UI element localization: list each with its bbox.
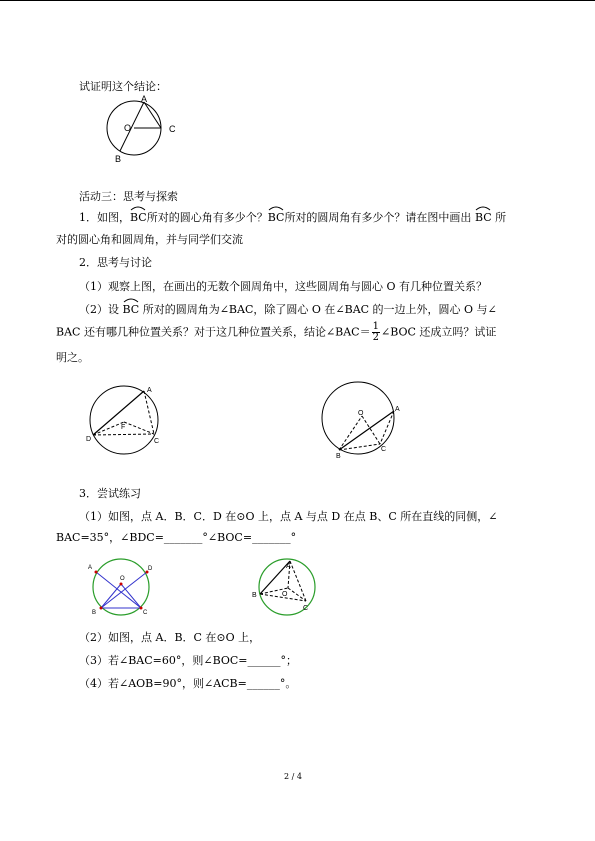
q2-2-line3: 明之。: [56, 351, 89, 364]
figure-5-circle: [250, 556, 318, 618]
page-number: 2 / 4: [284, 772, 302, 781]
q3-3: （3）若∠BAC=60°，则∠BOC=______°；: [79, 654, 298, 667]
fraction-half: $\frac{1}{2}$: [372, 321, 379, 343]
fig1-label-a: A: [141, 94, 148, 104]
fig2-label-c: C: [154, 438, 160, 445]
fig1-label-b: B: [115, 154, 122, 164]
figure-3-circle: [318, 378, 408, 460]
q2-1: （1）观察上图，在画出的无数个圆周角中，这些圆周角与圆心 O 有几种位置关系？: [79, 280, 488, 293]
fig4-label-d: D: [148, 566, 153, 572]
top-rule: [0, 0, 595, 1]
fig2-label-a: A: [147, 387, 152, 394]
figure-4-circle: [84, 556, 160, 616]
fig5-label-c: C: [303, 605, 309, 612]
arc-bc: BC: [268, 211, 285, 225]
fig5-label-a: A: [286, 563, 291, 570]
q2-title: 2．思考与讨论: [79, 256, 152, 269]
fig3-label-b: B: [336, 453, 341, 460]
figure-2-circle: [84, 382, 174, 457]
fig5-label-o: O: [282, 591, 288, 598]
q3-4: （4）若∠AOB=90°，则∠ACB=______°。: [79, 677, 297, 690]
q3-1-line2: BAC=35°，∠BDC=_______°∠BOC=_______°: [56, 531, 297, 544]
fig3-label-o: O: [358, 410, 364, 417]
q1-line1: 1．如图， BC所对的圆心角有多少个？ BC所对的圆周角有多少个？请在图中画出 BC 所: [79, 211, 506, 225]
fig2-label-d: D: [86, 436, 92, 443]
q3-1-line1: （1）如图，点 A．B．C．D 在⊙O 上，点 A 与点 D 在点 B、C 所在直线的同侧，∠: [79, 510, 498, 523]
fig3-label-c: C: [381, 446, 387, 453]
intro-text: 试证明这个结论：: [79, 80, 167, 93]
q1-line2: 对的圆心角和圆周角，并与同学们交流: [56, 233, 243, 246]
fig3-label-a: A: [395, 406, 400, 413]
arc-bc: BC: [130, 211, 147, 225]
fig1-label-c: C: [169, 124, 176, 134]
fig5-label-b: B: [252, 592, 257, 599]
arc-bc: BC: [123, 303, 140, 317]
arc-bc: BC: [475, 211, 492, 225]
figure-1-circle: [100, 92, 180, 164]
fig4-label-o: O: [120, 576, 125, 582]
activity-title: 活动三：思考与探索: [79, 190, 178, 203]
fig1-label-o: O: [124, 123, 132, 133]
q2-2-line1: （2）设 BC 所对的圆周角为∠BAC，除了圆心 O 在∠BAC 的一边上外，圆心 O 与∠: [79, 303, 497, 317]
fig2-label-f: F: [121, 424, 126, 431]
fig4-label-a: A: [88, 565, 93, 571]
q2-2-line2: BAC 还有哪几种位置关系？对于这几种位置关系，结论∠BAC＝ $\frac{1}{2}$ ∠BOC 还成立吗？试证: [56, 321, 497, 343]
fig4-label-b: B: [92, 610, 97, 616]
q3-title: 3．尝试练习: [79, 487, 141, 500]
fig4-label-c: C: [143, 610, 148, 616]
q3-2: （2）如图，点 A．B．C 在⊙O 上，: [79, 631, 261, 644]
